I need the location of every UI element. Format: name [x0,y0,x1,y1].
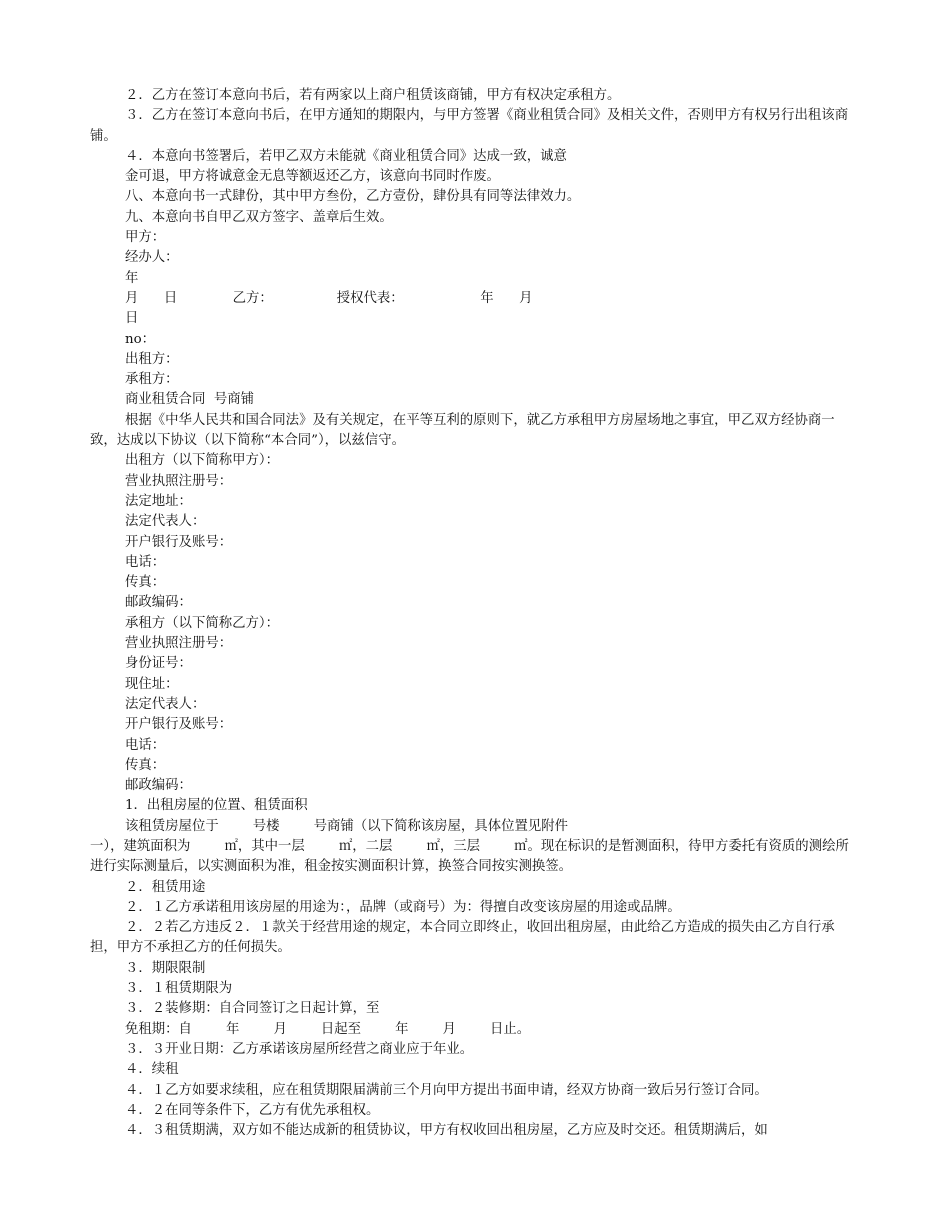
paragraph: 金可退，甲方将诚意金无息等额返还乙方，该意向书同时作废。 [125,169,500,185]
field-label: 开户银行及账号： [125,717,233,733]
field-label: 法定代表人： [125,514,206,530]
section-heading: ４．续租 [125,1062,179,1078]
document-body [90,86,860,1141]
paragraph: ２．乙方在签订本意向书后，若有两家以上商户租赁该商铺，甲方有权决定承租方。 [125,88,621,103]
contract-number: no： [125,331,156,347]
field-label: 传真： [125,575,166,591]
paragraph: ４．２在同等条件下，乙方有优先承租权。 [125,1102,380,1118]
field-label: 营业执照注册号： [125,473,233,489]
field-label: 营业执照注册号： [125,636,233,652]
lessor-label: 出租方： [125,351,179,367]
field-label: 邮政编码： [125,595,192,611]
field-label: 现住址： [125,676,179,692]
signature-day: 日 [125,311,139,327]
paragraph: 免租期：自 年 月 日起至 年 月 日止。 [125,1021,531,1037]
field-label: 出租方（以下简称甲方）： [125,453,279,469]
paragraph: 该租赁房屋位于 号楼 号商铺（以下简称该房屋，具体位置见附件 [125,818,569,834]
contract-title: 商业租赁合同 号商铺 [125,392,255,408]
paragraph: ３．２装修期：自合同签订之日起计算，至 [125,1001,380,1017]
signature-party-a: 甲方： [125,230,166,246]
paragraph: ３．１租赁期限为 [125,981,233,997]
lessee-label: 承租方： [125,372,179,388]
field-label: 电话： [125,554,166,570]
field-label: 承租方（以下简称乙方）： [125,615,279,631]
field-label: 法定地址： [125,493,192,509]
section-heading: ２．租赁用途 [125,879,206,895]
field-label: 开户银行及账号： [125,534,233,550]
section-heading: ３．期限限制 [125,960,206,976]
signature-year: 年 [125,270,139,286]
field-label: 法定代表人： [125,696,206,712]
paragraph: ４．１乙方如要求续租，应在租赁期限届满前三个月向甲方提出书面申请，经双方协商一致后另行签订合同。 [125,1082,768,1098]
field-label: 电话： [125,737,166,753]
paragraph: ３．３开业日期：乙方承诺该房屋所经营之商业应于年业。 [125,1041,474,1057]
paragraph: 九、本意向书自甲乙双方签字、盖章后生效。 [125,209,393,225]
signature-date-line: 月 日 乙方： 授权代表： 年 月 [125,290,533,306]
field-label: 邮政编码： [125,778,192,794]
field-label: 身份证号： [125,656,192,672]
paragraph: ４．本意向书签署后，若甲乙双方未能就《商业租赁合同》达成一致，诚意 [125,148,567,164]
paragraph: ４．３租赁期满，双方如不能达成新的租赁协议，甲方有权收回出租房屋，乙方应及时交还。租赁期满后，如 [125,1123,768,1139]
paragraph: 八、本意向书一式肆份，其中甲方叁份，乙方壹份，肆份具有同等法律效力。 [125,189,581,205]
signature-handler: 经办人： [125,250,179,266]
paragraph: ２．１乙方承诺租用该房屋的用途为：，品牌（或商号）为：得擅自改变该房屋的用途或品牌。 [125,899,681,915]
paragraph: ３．乙方在签订本意向书后，在甲方通知的期限内，与甲方签署《商业租赁合同》及相关文件，否则甲方有权另行出租该商铺。 [90,108,849,144]
section-heading: 1．出租房屋的位置、租赁面积 [125,798,308,814]
field-label: 传真： [125,757,166,773]
paragraph: 根据《中华人民共和国合同法》及有关规定，在平等互利的原则下，就乙方承租甲方房屋场地之事宜，甲乙双方经协商一致，达成以下协议（以下简称“本合同”），以兹信守。 [90,412,835,449]
paragraph: 一），建筑面积为 ㎡，其中一层 ㎡，二层 ㎡，三层 ㎡。现在标识的是暂测面积，待甲方委托有资质的测绘所进行实际测量后，以实测面积为准，租金按实测面积计算，换签合同按实测换签。 [90,838,849,875]
paragraph: ２．２若乙方违反２．１款关于经营用途的规定，本合同立即终止，收回出租房屋，由此给乙方造成的损失由乙方自行承担，甲方不承担乙方的任何损失。 [90,920,835,956]
